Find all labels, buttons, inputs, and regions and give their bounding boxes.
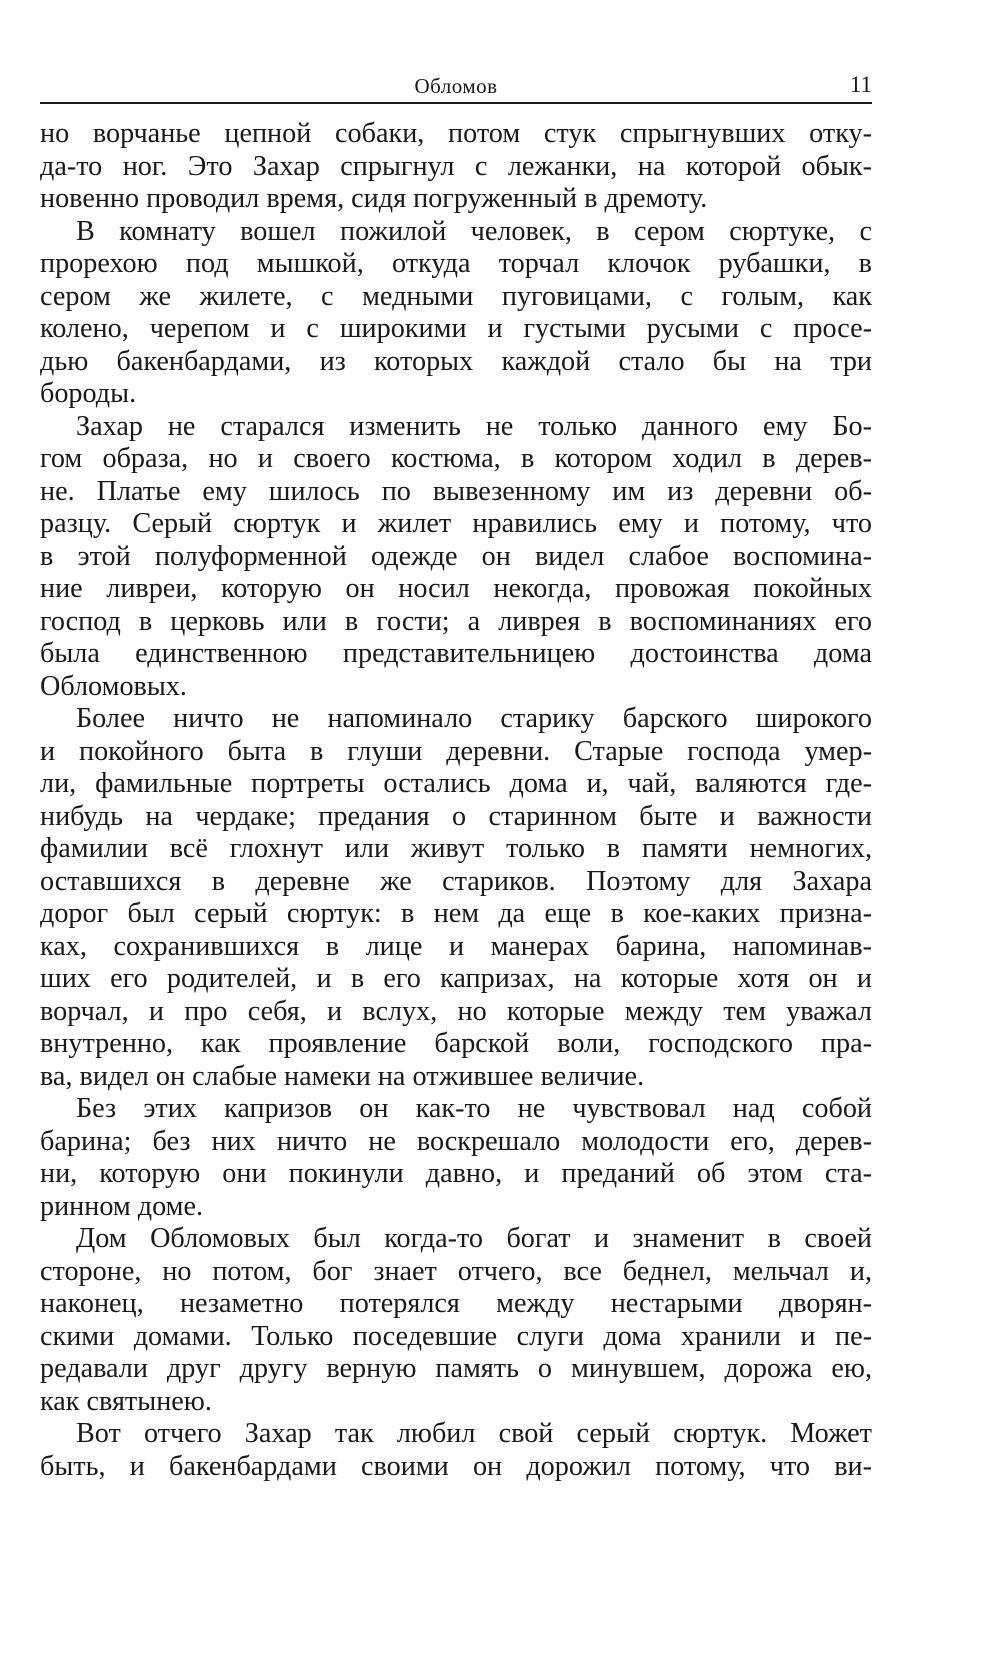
text-line: Обломовых. [40, 670, 187, 702]
text-line: нибудь на чердаке; предания о старинном быте и важности [40, 800, 872, 832]
body-text [40, 118, 872, 1483]
text-line: ли, фамильные портреты остались дома и, чай, валяются где- [40, 768, 872, 799]
text-line: скими домами. Только поседевшие слуги дома хранили и пе- [40, 1320, 872, 1352]
text-line: не. Платье ему шилось по вывезенному им из деревни об- [40, 475, 872, 507]
text-line: господ в церковь или в гости; а ливрея в воспоминаниях его [40, 605, 872, 637]
text-line: как святынею. [40, 1385, 212, 1417]
text-line: стороне, но потом, бог знает отчего, все беднел, мельчал и, [40, 1255, 872, 1287]
text-line: была единственною представительницею достоинства дома [40, 638, 872, 669]
text-line: внутренно, как проявление барской воли, господского пра- [40, 1028, 872, 1059]
text-line: прорехою под мышкой, откуда торчал клочок рубашки, в [40, 248, 872, 279]
running-title: Обломов [414, 74, 498, 98]
page-number: 11 [849, 72, 872, 97]
text-line: гом образа, но и своего костюма, в котором ходил в дерев- [40, 443, 872, 474]
paragraph [40, 703, 872, 1093]
paragraph [40, 1418, 872, 1483]
text-line: да-то ног. Это Захар спрыгнул с лежанки, на которой обык- [40, 150, 872, 182]
text-line: но ворчанье цепной собаки, потом стук спрыгнувших отку- [40, 118, 872, 149]
text-line: барина; без них ничто не воскрешало молодости его, дерев- [40, 1125, 872, 1157]
text-line: и покойного быта в глуши деревни. Старые господа умер- [40, 735, 872, 767]
text-line: наконец, незаметно потерялся между нестарыми дворян- [40, 1288, 872, 1319]
text-line: редавали друг другу верную память о минувшем, дорожа ею, [40, 1353, 872, 1384]
text-line: Более ничто не напоминало старику барского широкого [76, 703, 872, 734]
text-line: Дом Обломовых был когда-то богат и знаменит в своей [76, 1223, 872, 1254]
text-line: ние ливреи, которую он носил некогда, провожая покойных [40, 573, 872, 604]
text-line: разцу. Серый сюртук и жилет нравились ему и потому, что [40, 508, 872, 539]
text-line: новенно проводил время, сидя погруженный в дремоту. [40, 183, 708, 214]
text-line: ворчал, и про себя, и вслух, но которые между тем уважал [40, 995, 872, 1027]
text-line: Захар не старался изменить не только данного ему Бо- [76, 410, 872, 442]
text-line: сером же жилете, с медными пуговицами, с голым, как [40, 280, 872, 312]
paragraph [40, 216, 872, 411]
text-line: ни, которую они покинули давно, и преданий об этом ста- [40, 1158, 872, 1189]
text-line: Вот отчего Захар так любил свой серый сюртук. Может [76, 1418, 872, 1449]
text-line: Без этих капризов он как-то не чувствовал над собой [76, 1093, 872, 1124]
text-line: ших его родителей, и в его капризах, на которые хотя он и [40, 963, 872, 994]
text-line: фамилии всё глохнут или живут только в памяти немногих, [40, 833, 872, 864]
paragraph [40, 1093, 872, 1223]
text-line: В комнату вошел пожилой человек, в сером сюртуке, с [76, 215, 872, 247]
text-line: дью бакенбардами, из которых каждой стало бы на три [40, 345, 872, 377]
text-line: колено, черепом и с широкими и густыми русыми с просе- [40, 313, 872, 344]
text-line: оставшихся в деревне же стариков. Поэтому для Захара [40, 865, 872, 897]
paragraph [40, 1223, 872, 1418]
running-header [40, 66, 872, 104]
book-page [40, 66, 872, 1483]
text-line: ках, сохранившихся в лице и манерах барина, напоминав- [40, 930, 872, 962]
paragraph [40, 118, 872, 216]
text-line: быть, и бакенбардами своими он дорожил потому, что ви- [40, 1450, 872, 1482]
text-line: ва, видел он слабые намеки на отжившее величие. [40, 1060, 645, 1092]
paragraph [40, 411, 872, 704]
text-line: в этой полуформенной одежде он видел слабое воспомина- [40, 540, 872, 572]
text-line: ринном доме. [40, 1190, 204, 1222]
text-line: дорог был серый сюртук: в нем да еще в кое-каких призна- [40, 898, 872, 929]
text-line: бороды. [40, 378, 137, 409]
